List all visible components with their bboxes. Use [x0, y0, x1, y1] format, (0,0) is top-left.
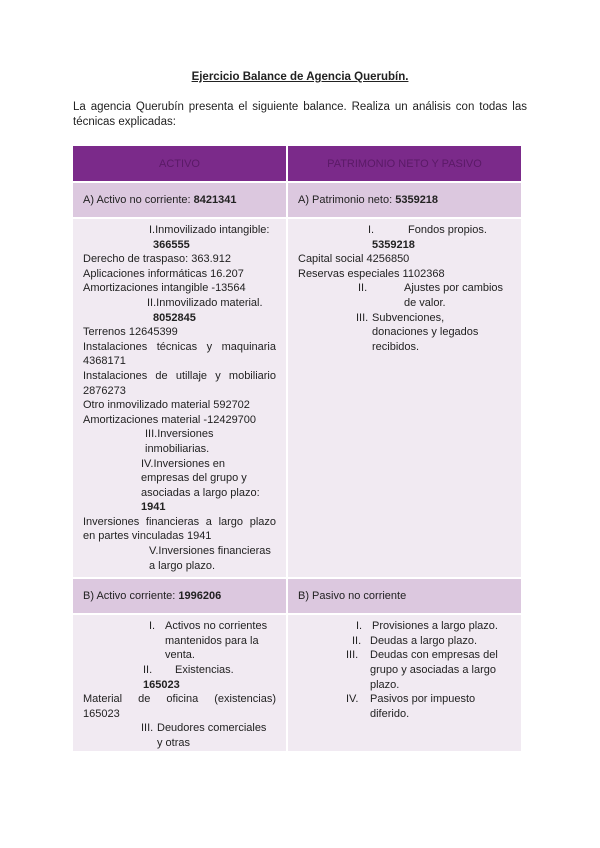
line-derecho-traspaso: Derecho de traspaso: 363.912	[83, 253, 231, 266]
provisiones-row: I. Provisiones a largo plazo.	[356, 620, 498, 633]
inversiones-inmobiliarias-label: III.Inversiones inmobiliarias.	[145, 428, 214, 455]
line-instalaciones-utillaje: Instalaciones de utillaje y mobiliario 2876273	[83, 369, 276, 397]
activo-corriente-detail	[73, 614, 287, 751]
line-terrenos: Terrenos 12645399	[83, 326, 178, 339]
inversiones-financieras-label: V.Inversiones financieras a largo plazo.	[149, 545, 271, 572]
line-material-oficina: Material de oficina (existencias) 165023	[83, 693, 276, 720]
activos-venta-row: I. Activos no corrientes mantenidos para la venta.	[149, 620, 268, 662]
deudas-grupo-row: III. Deudas con empresas del grupo y asociadas a largo plazo.	[346, 649, 498, 691]
header-activo: ACTIVO	[73, 146, 287, 182]
subvenciones-row: III. Subvenciones, donaciones y legados recibidos.	[356, 311, 479, 353]
section-activo-corriente: B) Activo corriente: 1996206	[73, 578, 287, 614]
line-amort-material: Amortizaciones material -12429700	[83, 413, 257, 426]
inversiones-grupo-label: IV.Inversiones en empresas del grupo y asociadas a largo plazo:	[141, 457, 260, 499]
pasivos-impuesto-row: IV. Pasivos por impuesto diferido.	[346, 693, 476, 720]
inmovilizado-material-value: 8052845	[153, 311, 196, 324]
section-patrimonio-neto: A) Patrimonio neto: 5359218	[287, 182, 521, 218]
line-amort-intangible: Amortizaciones intangible -13564	[83, 282, 246, 295]
inmovilizado-material-label: II.Inmovilizado material.	[147, 296, 263, 309]
ajustes-row: II. Ajustes por cambios de valor.	[358, 282, 504, 309]
activo-no-corriente-detail	[73, 218, 287, 578]
section-activo-no-corriente: A) Activo no corriente: 8421341	[73, 182, 287, 218]
existencias-value: 165023	[143, 678, 180, 691]
fondos-propios-value: 5359218	[372, 238, 415, 251]
document-title: Ejercicio Balance de Agencia Querubín.	[191, 71, 409, 83]
inversiones-grupo-value: 1941	[141, 501, 166, 514]
existencias-row: II. Existencias.	[143, 664, 234, 677]
inmovilizado-intangible-label: I.Inmovilizado intangible:	[149, 224, 270, 236]
intro-paragraph: La agencia Querubín presenta el siguiente balance. Realiza un análisis con todas las técnicas explicadas:	[73, 101, 527, 128]
deudas-lp-row: II. Deudas a largo plazo.	[352, 634, 478, 647]
line-otro-inmovilizado: Otro inmovilizado material 592702	[83, 399, 250, 412]
deudores-row: III. Deudores comerciales y otras	[141, 722, 267, 749]
fondos-propios-row: I. Fondos propios.	[368, 224, 487, 236]
patrimonio-neto-detail	[287, 218, 521, 578]
line-capital-social: Capital social 4256850	[298, 253, 410, 266]
balance-table	[73, 146, 521, 751]
inmovilizado-intangible-value: 366555	[153, 238, 190, 251]
line-aplicaciones: Aplicaciones informáticas 16.207	[83, 267, 244, 280]
line-inversiones-vinculadas: Inversiones financieras a largo plazo en partes vinculadas 1941	[83, 515, 276, 543]
section-pasivo-no-corriente: B) Pasivo no corriente	[287, 578, 521, 614]
line-reservas: Reservas especiales 1102368	[298, 267, 445, 280]
pasivo-no-corriente-detail	[287, 614, 521, 751]
line-instalaciones-tecnicas: Instalaciones técnicas y maquinaria 4368171	[83, 340, 276, 368]
header-patrimonio-pasivo: PATRIMONIO NETO Y PASIVO	[287, 146, 521, 182]
